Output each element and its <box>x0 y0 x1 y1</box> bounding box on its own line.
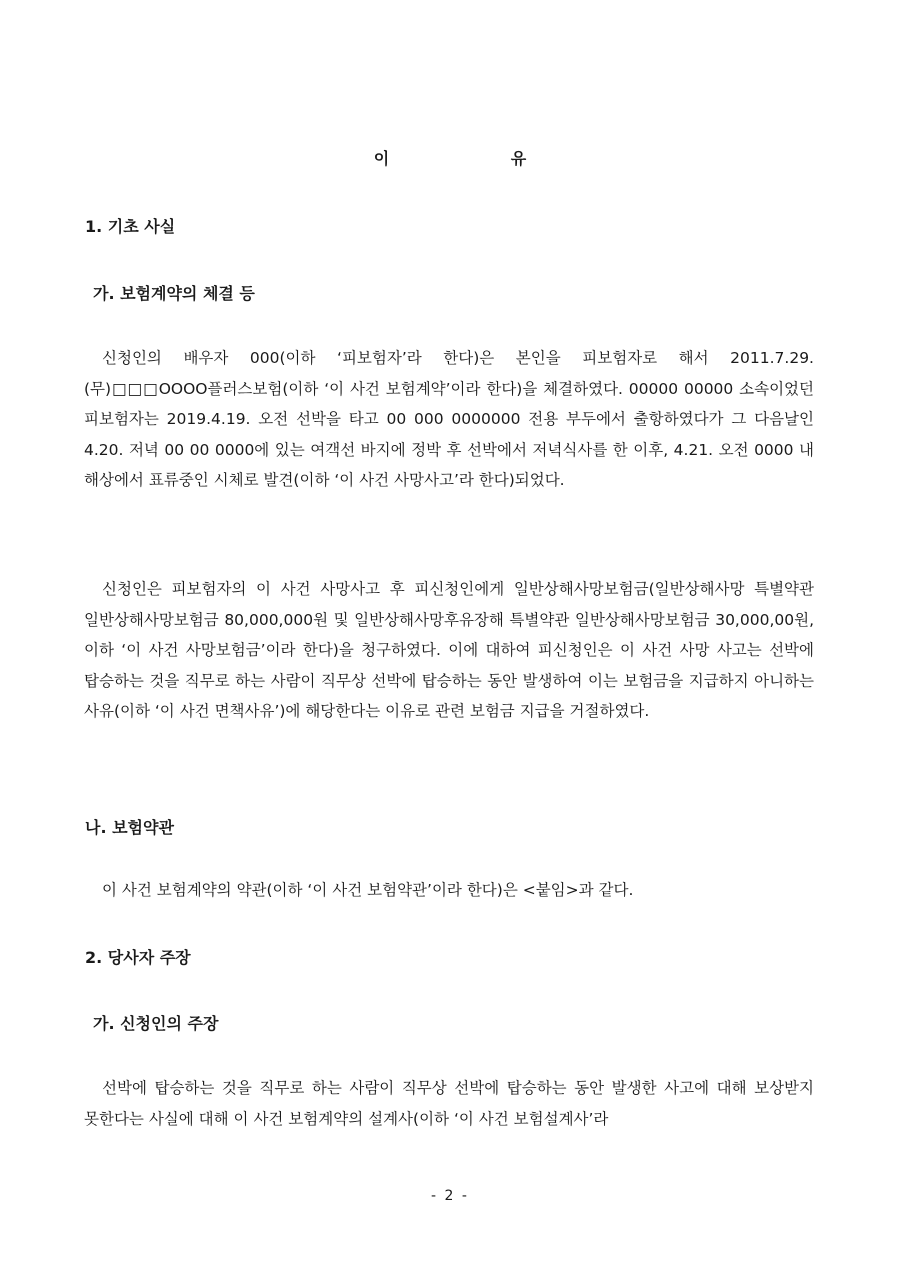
paragraph-text: 이 사건 보험계약의 약관(이하 ‘이 사건 보험약관’이라 한다)은 <붙임>과 같다. <box>102 881 634 899</box>
paragraph-applicant-claim <box>84 1073 814 1134</box>
paragraph-text: 신청인의 배우자 000(이하 ‘피보험자’라 한다)은 본인을 피보험자로 해서 2011.7.29. (무)□□□OOOO플러스보험(이하 ‘이 사건 보험계약’이라 한다)을 체결하였다. 00000 00000 소속이었던 피보험자는 2019.4.19. 오전 선박을 타고 00 000 0000000 전용 부두에서 출항하였다가 그 다음날인 4.20. 저녁 00 00 0000에 있는 여객선 바지에 정박 후 선박에서 저녁식사를 한 이후, 4.21. 오전 0000 내 해상에서 표류중인 시체로 발견(이하 ‘이 사건 사망사고’라 한다)되었다. <box>84 349 814 489</box>
paragraph-claim-refusal <box>84 574 814 727</box>
section-heading-party-claims: 2. 당사자 주장 <box>85 948 191 967</box>
paragraph-text: 선박에 탑승하는 것을 직무로 하는 사람이 직무상 선박에 탑승하는 동안 발생한 사고에 대해 보상받지 못한다는 사실에 대해 이 사건 보험계약의 설계사(이하 ‘이 사건 보험설계사’라 <box>84 1079 814 1128</box>
page-number: - 2 - <box>431 1188 469 1204</box>
subsection-heading-terms: 나. 보험약관 <box>85 818 174 837</box>
section-heading-basic-facts: 1. 기초 사실 <box>85 217 176 236</box>
subsection-heading-contract: 가. 보험계약의 체결 등 <box>93 284 255 303</box>
subsection-heading-applicant-claim: 가. 신청인의 주장 <box>93 1014 219 1033</box>
paragraph-text: 신청인은 피보험자의 이 사건 사망사고 후 피신청인에게 일반상해사망보험금(일반상해사망 특별약관 일반상해사망보험금 80,000,000원 및 일반상해사망후유장해 특별약관 일반상해사망보험금 30,000,00원, 이하 ‘이 사건 사망보험금’이라 한다)을 청구하였다. 이에 대하여 피신청인은 이 사건 사망 사고는 선박에 탑승하는 것을 직무로 하는 사람이 직무상 선박에 탑승하는 동안 발생하여 이는 보험금을 지급하지 아니하는 사유(이하 ‘이 사건 면책사유’)에 해당한다는 이유로 관련 보험금 지급을 거절하였다. <box>84 580 814 720</box>
page-title: 이 유 <box>373 149 585 168</box>
paragraph-contract-facts <box>84 343 814 496</box>
paragraph-terms <box>84 875 814 906</box>
